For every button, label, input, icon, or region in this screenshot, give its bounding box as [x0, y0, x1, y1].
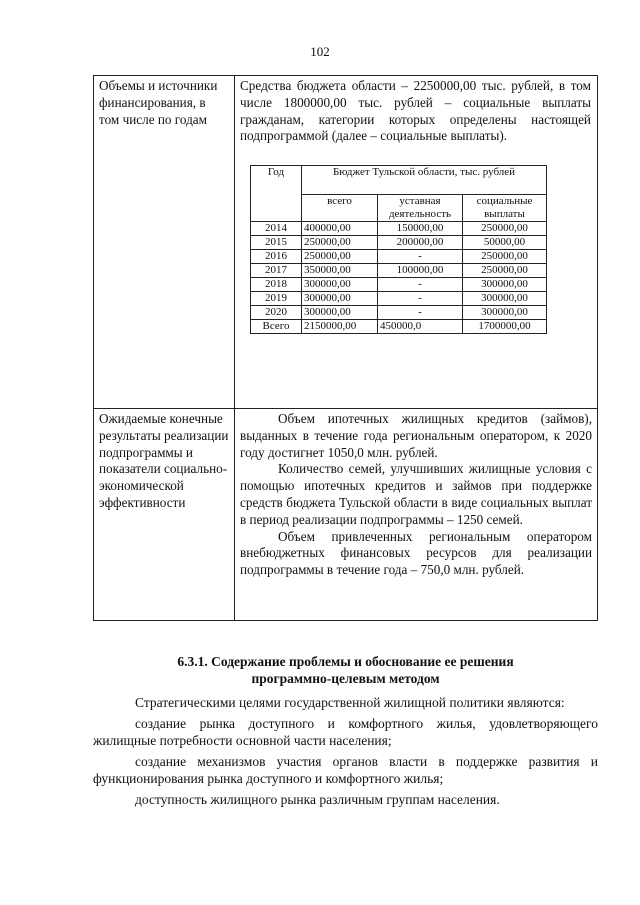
cell-year: 2019 [251, 292, 302, 306]
cell-year: 2014 [251, 222, 302, 236]
table-row [251, 292, 547, 306]
cell-operational: 200000,00 [378, 236, 463, 250]
body-paragraph: создание рынка доступного и комфортного жилья, удовлетворяющего жилищные потребности основной части населения; [93, 716, 598, 748]
body-paragraph: создание механизмов участия органов власти в поддержке развития и функционирования рынка доступного и комфортного жилья; [93, 754, 598, 786]
funding-content [235, 76, 598, 409]
table-row-total [251, 320, 547, 334]
cell-total: 2150000,00 [302, 320, 378, 334]
cell-social: 250000,00 [463, 250, 547, 264]
table-row [251, 236, 547, 250]
header-social: социальные выплаты [463, 195, 547, 222]
cell-operational: 100000,00 [378, 264, 463, 278]
results-content [235, 409, 598, 621]
budget-table [250, 165, 547, 334]
section-title-line: 6.3.1. Содержание проблемы и обоснование ее решения [177, 654, 514, 669]
table-row [251, 306, 547, 320]
cell-total: 350000,00 [302, 264, 378, 278]
cell-operational: 150000,00 [378, 222, 463, 236]
funding-text: Средства бюджета области – 2250000,00 тыс. рублей, в том числе 1800000,00 тыс. рублей – социальные выплаты гражданам, категории которых определены настоящей подпрограммой (далее – социальные выплаты). [240, 78, 591, 144]
header-operational: уставная деятельность [378, 195, 463, 222]
section-title-line: программно-целевым методом [251, 671, 440, 686]
cell-social: 300000,00 [463, 278, 547, 292]
section-title [93, 653, 598, 687]
results-paragraph: Количество семей, улучшивших жилищные условия с помощью ипотечных кредитов и займов при поддержке средств бюджета Тульской области в виде социальных выплат в период реализации подпрограммы – 1250 семей. [240, 461, 592, 527]
results-label: Ожидаемые конечные результаты реализации подпрограммы и показатели социально-экономической эффективности [94, 409, 235, 621]
funding-label: Объемы и источники финансирования, в том числе по годам [94, 76, 235, 409]
cell-year: Всего [251, 320, 302, 334]
cell-social: 300000,00 [463, 292, 547, 306]
cell-year: 2018 [251, 278, 302, 292]
cell-total: 300000,00 [302, 278, 378, 292]
cell-year: 2016 [251, 250, 302, 264]
table-row [251, 250, 547, 264]
page-number: 102 [310, 44, 330, 59]
table-row [251, 264, 547, 278]
cell-year: 2015 [251, 236, 302, 250]
header-total: всего [302, 195, 378, 222]
passport-table [93, 75, 598, 621]
cell-social: 250000,00 [463, 264, 547, 278]
body-paragraph: Стратегическими целями государственной жилищной политики являются: [135, 695, 565, 710]
cell-year: 2017 [251, 264, 302, 278]
header-year: Год [251, 166, 302, 222]
table-row [251, 278, 547, 292]
cell-total: 250000,00 [302, 250, 378, 264]
cell-total: 300000,00 [302, 292, 378, 306]
cell-total: 400000,00 [302, 222, 378, 236]
cell-total: 300000,00 [302, 306, 378, 320]
cell-operational: - [378, 250, 463, 264]
cell-social: 300000,00 [463, 306, 547, 320]
cell-social: 1700000,00 [463, 320, 547, 334]
cell-operational: - [378, 278, 463, 292]
budget-header-row [251, 166, 547, 195]
cell-social: 50000,00 [463, 236, 547, 250]
table-row [251, 222, 547, 236]
results-row [94, 409, 598, 621]
body-paragraph: доступность жилищного рынка различным группам населения. [135, 792, 500, 807]
results-paragraph: Объем привлеченных региональным оператором внебюджетных финансовых ресурсов для реализации подпрограммы в течение года – 750,0 млн. рублей. [240, 528, 592, 578]
header-budget: Бюджет Тульской области, тыс. рублей [302, 166, 547, 195]
body-text [93, 694, 598, 812]
cell-total: 250000,00 [302, 236, 378, 250]
results-paragraph: Объем ипотечных жилищных кредитов (займов), выданных в течение года региональным оператором, к 2020 году достигнет 1050,0 млн. рублей. [240, 411, 592, 460]
funding-row [94, 76, 598, 409]
cell-operational: - [378, 292, 463, 306]
cell-operational: 450000,0 [378, 320, 463, 334]
cell-operational: - [378, 306, 463, 320]
cell-year: 2020 [251, 306, 302, 320]
cell-social: 250000,00 [463, 222, 547, 236]
